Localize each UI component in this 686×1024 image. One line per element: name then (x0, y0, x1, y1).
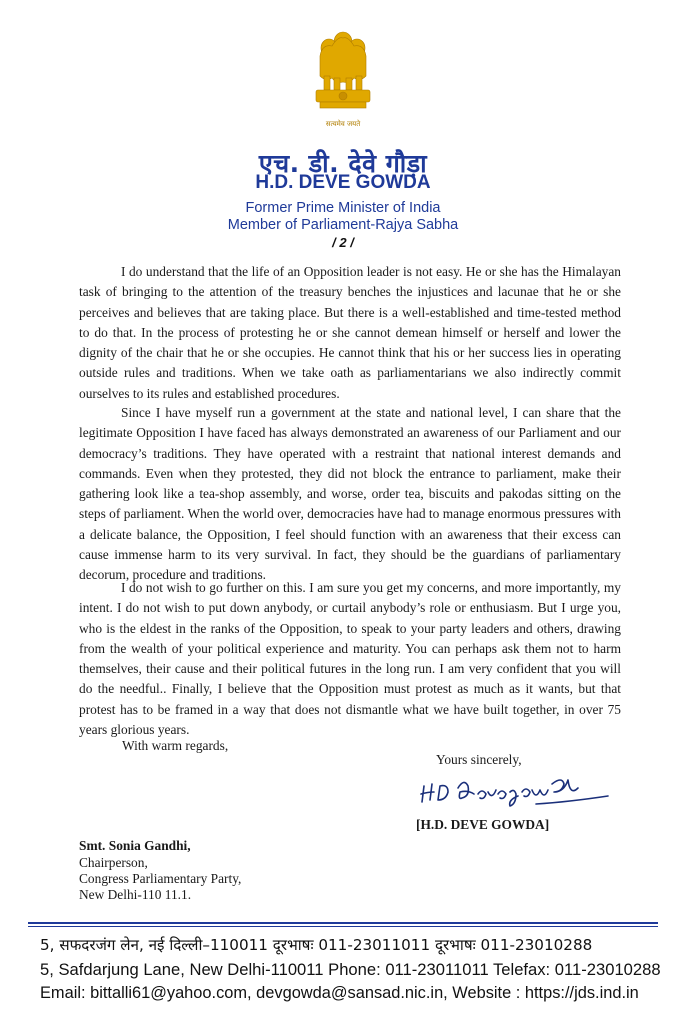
handwritten-signature (418, 770, 618, 818)
letterhead-title-former-pm: Former Prime Minister of India (245, 200, 441, 216)
body-paragraph-2: Since I have myself run a government at the state and national level, I can share that the legitimate Opposition I have faced has always demonstrated an awareness of our Parliament and our democracy’s traditions. They have operated with a restraint that national interest demands and commands. Even when they protested, they did not block the entrance to parliament, make their gathering look like a tea-shop assembly, and worse, order tea, biscuits and pakodas sitting on the steps of parliament. When the world over, democracies have had to manage enormous pressures with a delicate balance, the Opposition, I feel should function with an awareness that their excess can cause immense harm to its very survival. In fact, they should be the guardians of parliamentary decorum, procedure and traditions. (79, 405, 621, 583)
footer-divider-thin (28, 926, 658, 927)
closing-sincerely: Yours sincerely, (436, 752, 522, 767)
footer-divider (28, 922, 658, 924)
ashoka-emblem-icon (310, 28, 376, 140)
letterhead-name-english: H.D. DEVE GOWDA (255, 172, 431, 193)
signatory-name: [H.D. DEVE GOWDA] (416, 817, 550, 832)
body-paragraph-3: I do not wish to go further on this. I am sure you get my concerns, and more importantly, my intent. I do not wish to put down anybody, or curtail anybody’s role or enthusiasm. But I urge you, who is the eldest in the ranks of the Opposition, to speak to your party leaders and others, drawing from the wealth of your political experience and maturity. You can perhaps ask them not to harm themselves, their cause and their political futures in the long run. I am very confident that you will do the needful.. Finally, I believe that the Opposition must protest as much as it wants, but that protest has to be framed in a way that does not dismantle what we have built together, in over 75 years glorious years. (79, 580, 621, 738)
footer-contact: Email: bittalli61@yahoo.com, devgowda@sansad.nic.in, Website : https://jds.ind.in (40, 984, 639, 1002)
addressee-city: New Delhi-110 11.1. (79, 887, 192, 902)
footer-address-hindi: 5, सफदरजंग लेन, नई दिल्ली–110011 दूरभाषः 011-23011011 दूरभाषः 011-23010288 (40, 936, 593, 954)
page-number: / 2 / (332, 235, 354, 250)
addressee-name: Smt. Sonia Gandhi, (79, 838, 191, 853)
emblem-motto: सत्यमेव जयते (325, 120, 361, 128)
letterhead-title-mp: Member of Parliament-Rajya Sabha (227, 217, 459, 233)
addressee-designation: Chairperson, (79, 855, 148, 870)
body-paragraph-1: I do understand that the life of an Opposition leader is not easy. He or she has the Himalayan task of bringing to the attention of the treasury benches the injustices and lacunae that he or she perceives and believes that are taking place. But there is a well-established and time-tested method to do that. In the process of protesting he or she cannot demean himself or herself and lower the dignity of the chair that he or she occupies. He cannot think that his or her success lies in operating outside rules and traditions. When we take oath as parliamentarians we also indirectly commit ourselves to its rules and established procedures. (79, 264, 621, 401)
letterhead-name-hindi: एच. डी. देवे गौड़ा (258, 149, 428, 178)
closing-regards: With warm regards, (122, 738, 229, 753)
addressee-organisation: Congress Parliamentary Party, (79, 871, 242, 886)
footer-address-english: 5, Safdarjung Lane, New Delhi-110011 Phone: 011-23011011 Telefax: 011-23010288 (40, 960, 661, 979)
